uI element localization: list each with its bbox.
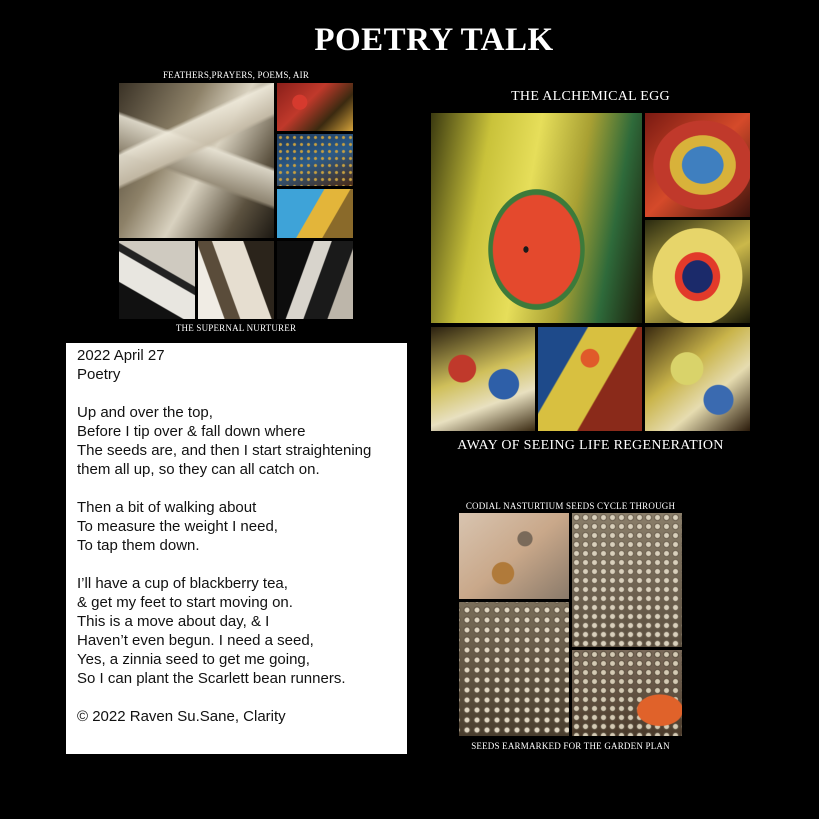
blue-gold-photo: [277, 189, 353, 238]
seeds-collage: [459, 513, 682, 736]
poem-line: Haven’t even begun. I need a seed,: [77, 632, 314, 649]
feather-detail-photo-1: [119, 241, 195, 319]
poem-line: & get my feet to start moving on.: [77, 594, 293, 611]
feathers-collage: [119, 83, 353, 319]
egg-bowl-photo-1: [431, 327, 535, 431]
painted-egg-photo-2: [645, 220, 750, 323]
feather-detail-photo-2: [198, 241, 274, 319]
poem-line: I’ll have a cup of blackberry tea,: [77, 575, 288, 592]
poem-line: Before I tip over & fall down where: [77, 423, 306, 440]
egg-caption-bottom: AWAY OF SEEING LIFE REGENERATION: [457, 438, 724, 453]
feathers-photo-large: [119, 83, 274, 238]
poem-line: To tap them down.: [77, 537, 200, 554]
egg-caption-top: THE ALCHEMICAL EGG: [511, 89, 670, 104]
feather-detail-photo-3: [277, 241, 353, 319]
poem-date: 2022 April 27: [77, 347, 165, 364]
beadwork-photo: [277, 83, 353, 131]
egg-bowl-photo-3: [645, 327, 750, 431]
poem-category: Poetry: [77, 366, 121, 383]
poem-line: So I can plant the Scarlett bean runners.: [77, 670, 346, 687]
seeds-caption-bottom: SEEDS EARMARKED FOR THE GARDEN PLAN: [471, 741, 670, 751]
egg-collage: [431, 113, 750, 431]
seed-pile-photo-1: [572, 513, 682, 647]
feathers-caption-top: FEATHERS,PRAYERS, POEMS, AIR: [162, 70, 310, 80]
dotted-cloth-photo: [277, 134, 353, 186]
poem-line: The seeds are, and then I start straightening: [77, 442, 372, 459]
page-title: POETRY TALK: [314, 22, 554, 58]
poem-line: Yes, a zinnia seed to get me going,: [77, 651, 310, 668]
poem-card: [66, 343, 407, 754]
seed-pile-photo-2: [459, 602, 569, 736]
poem-line: Then a bit of walking about: [77, 499, 257, 516]
poem-line: To measure the weight I need,: [77, 518, 278, 535]
poem-line: them all up, so they can all catch on.: [77, 461, 320, 478]
poem-line: Up and over the top,: [77, 404, 213, 421]
seed-pile-photo-3: [572, 650, 682, 736]
feathers-caption-bottom: THE SUPERNAL NURTURER: [175, 323, 297, 333]
poem-copyright: © 2022 Raven Su.Sane, Clarity: [77, 708, 286, 725]
seeds-in-hand-photo: [459, 513, 569, 599]
egg-photo-large: [431, 113, 642, 323]
egg-bowl-photo-2: [538, 327, 642, 431]
painted-egg-photo-1: [645, 113, 750, 217]
seeds-caption-top: CODIAL NASTURTIUM SEEDS CYCLE THROUGH: [465, 501, 676, 511]
poem-line: This is a move about day, & I: [77, 613, 270, 630]
